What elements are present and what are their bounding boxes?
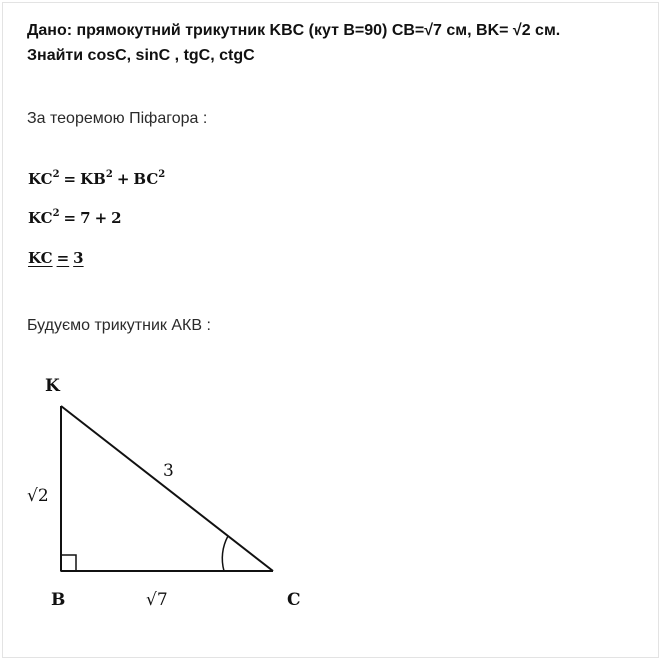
- eq1-a-exp: 2: [105, 169, 113, 180]
- problem-given: Дано: прямокутний трикутник KBC (кут B=90) CB=√7 см, BK= √2 см.: [27, 22, 561, 39]
- vertex-k-label: K: [45, 376, 60, 396]
- eq1-a: KB: [80, 170, 106, 188]
- build-intro: Будуємо трикутник АКВ :: [27, 317, 211, 334]
- side-kc-line: [61, 406, 273, 571]
- eq1-b: BC: [133, 170, 159, 188]
- eq1-b-exp: 2: [158, 169, 166, 180]
- eq2-plus: +: [94, 209, 108, 227]
- side-kc-label: 3: [163, 461, 174, 481]
- eq2-op: =: [63, 209, 77, 227]
- side-bc-label: √7: [146, 590, 168, 610]
- pythagoras-intro: За теоремою Піфагора :: [27, 110, 208, 127]
- right-angle-marker: [61, 555, 76, 571]
- eq3-op: =: [56, 249, 70, 267]
- angle-c-arc: [222, 536, 228, 571]
- problem-find: Знайти cosC, sinC , tgC, ctgC: [27, 47, 255, 64]
- eq1-plus: +: [116, 170, 130, 188]
- eq2-lhs-exp: 2: [52, 208, 60, 219]
- side-kb-label: √2: [27, 486, 49, 506]
- eq3-lhs: KC: [28, 249, 53, 267]
- eq2-lhs: KC: [28, 209, 53, 227]
- eq2-b: 2: [111, 209, 122, 227]
- eq1-lhs: KC: [28, 170, 53, 188]
- vertex-c-label: C: [287, 590, 301, 610]
- eq1-op: =: [63, 170, 77, 188]
- vertex-b-label: B: [51, 590, 66, 610]
- eq1-lhs-exp: 2: [52, 169, 60, 180]
- eq2-a: 7: [80, 209, 91, 227]
- eq3-value: 3: [73, 249, 84, 267]
